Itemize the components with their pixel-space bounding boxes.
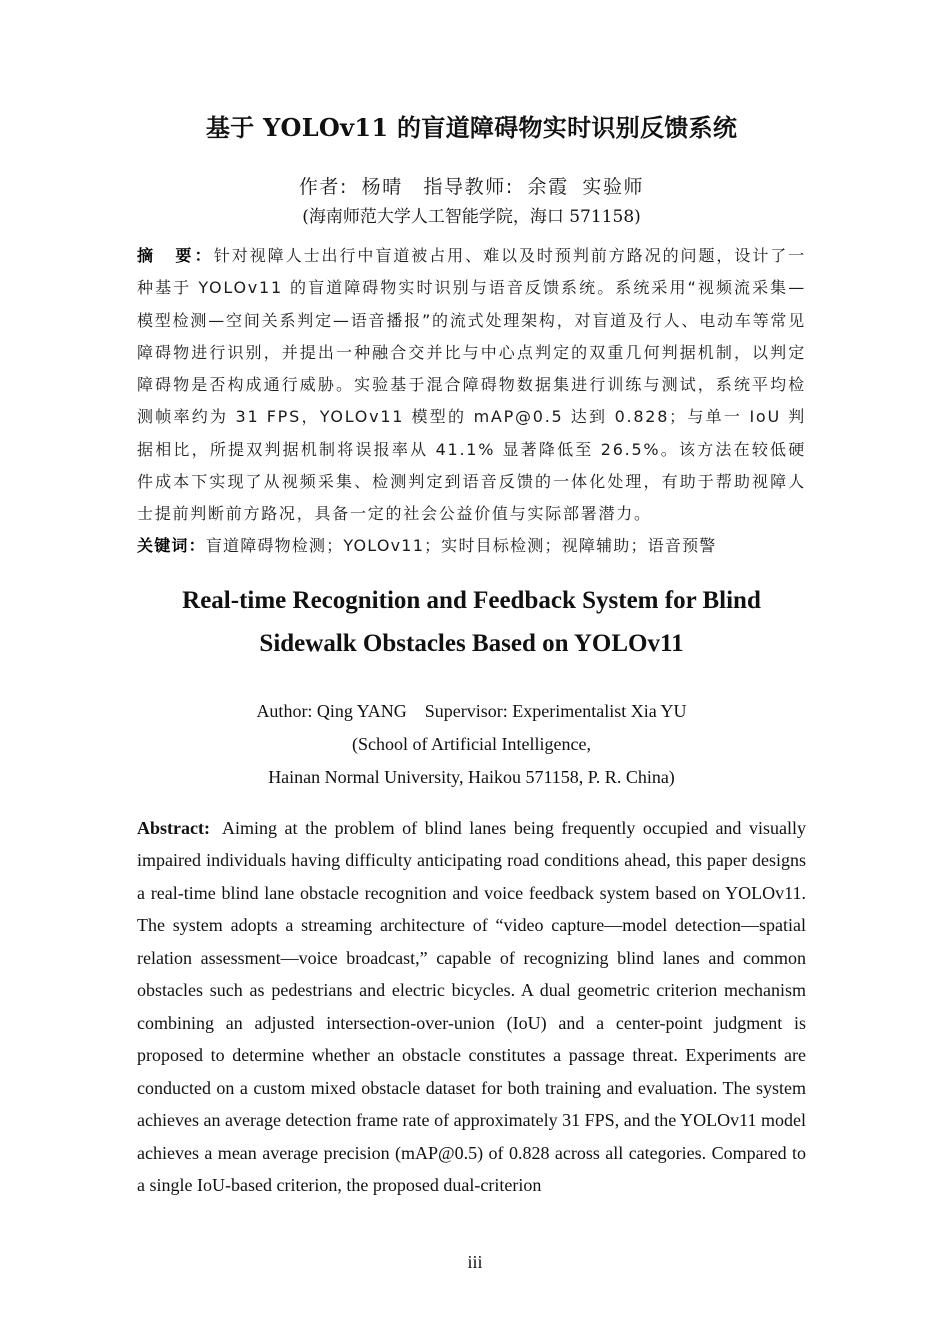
chinese-abstract <box>137 240 806 531</box>
english-title-line-2: Sidewalk Obstacles Based on YOLOv11 <box>259 629 684 657</box>
english-authors-block <box>137 695 806 794</box>
chinese-keywords-text: 盲道障碍物检测；YOLOv11；实时目标检测；视障辅助；语音预警 <box>205 535 717 555</box>
chinese-keywords <box>137 531 806 561</box>
english-authors <box>137 695 806 728</box>
page-number: iii <box>467 1252 483 1272</box>
english-supervisor: Supervisor: Experimentalist Xia YU <box>424 700 687 721</box>
chinese-keywords-label: 关键词： <box>137 535 206 555</box>
chinese-affiliation: (海南师范大学人工智能学院，海口 571158) <box>302 207 641 227</box>
chinese-authors: 作者: 杨晴 指导教师: 余霞 实验师 <box>298 176 645 198</box>
english-abstract-text: Aiming at the problem of blind lanes being frequently occupied and visually impaired individuals having difficulty anticipating road conditions ahead, this paper designs a real-time blind lane obstacle recognition and voice feedback system based on YOLOv11. The system adopts a streaming architecture of “video capture—model detection—spatial relation assessment—voice broadcast,” capable of recognizing blind lanes and common obstacles such as pedestrians and electric bicycles. A dual geometric criterion mechanism combining an adjusted intersection-over-union (IoU) and a center-point judgment is proposed to determine whether an obstacle constitutes a passage threat. Experiments are conducted on a custom mixed obstacle dataset for both training and evaluation. The system achieves an average detection frame rate of approximately 31 FPS, and the YOLOv11 model achieves a mean average precision (mAP@0.5) of 0.828 across all categories. Compared to a single IoU-based criterion, the proposed dual-criterion <box>137 817 806 1196</box>
english-abstract <box>137 812 806 1202</box>
english-title <box>137 579 806 665</box>
chinese-title: 基于 YOLOv11 的盲道障碍物实时识别反馈系统 <box>205 113 738 142</box>
english-affiliation-line-1: (School of Artificial Intelligence, <box>352 733 591 754</box>
chinese-abstract-label: 摘 要： <box>137 246 214 265</box>
english-affiliation-line-2: Hainan Normal University, Haikou 571158, P. R. China) <box>268 766 675 787</box>
english-abstract-label: Abstract: <box>137 817 210 838</box>
chinese-abstract-text: 针对视障人士出行中盲道被占用、难以及时预判前方路况的问题，设计了一种基于 YOLOv11 的盲道障碍物实时识别与语音反馈系统。系统采用“视频流采集—模型检测—空间关系判定—语音播报”的流式处理架构，对盲道及行人、电动车等常见障碍物进行识别，并提出一种融合交并比与中心点判定的双重几何判据机制，以判定障碍物是否构成通行威胁。实验基于混合障碍物数据集进行训练与测试，系统平均检测帧率约为 31 FPS，YOLOv11 模型的 mAP@0.5 达到 0.828；与单一 IoU 判据相比，所提双判据机制将误报率从 41.1% 显著降低至 26.5%。该方法在较低硬件成本下实现了从视频采集、检测判定到语音反馈的一体化处理，有助于帮助视障人士提前判断前方路况，具备一定的社会公益价值与实际部署潜力。 <box>137 246 806 524</box>
english-title-line-1: Real-time Recognition and Feedback System for Blind <box>182 586 761 614</box>
english-author: Author: Qing YANG <box>256 700 407 721</box>
